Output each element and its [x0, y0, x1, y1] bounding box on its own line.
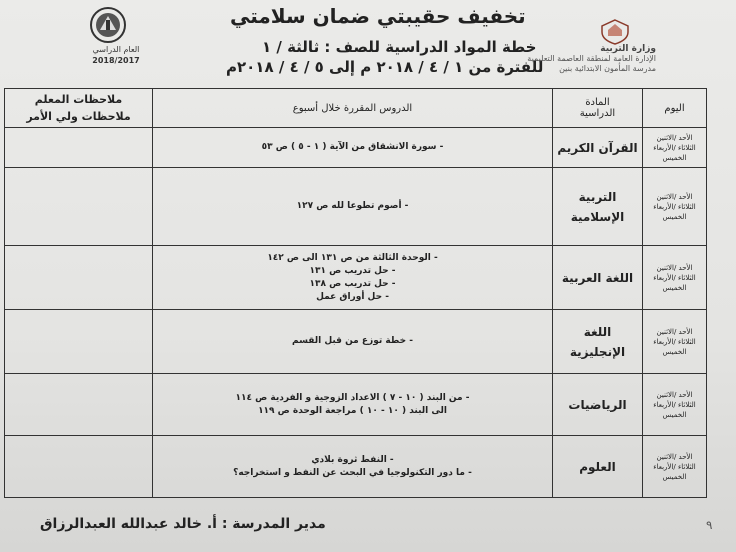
notes-cell[interactable]: [5, 246, 153, 310]
subject-cell: [553, 436, 643, 498]
day-text: الأحد /الاثنين: [656, 452, 693, 461]
lessons-cell: [153, 374, 553, 436]
academic-year-label: العام الدراسي: [92, 45, 140, 54]
day-cell: [643, 310, 707, 374]
lesson-line: - ما دور التكنولوجيا في البحث عن النفط و استخراجه؟: [233, 467, 472, 478]
day-text: الخميس: [662, 472, 687, 481]
page-number: ٩: [706, 518, 713, 532]
table-row: [5, 374, 707, 436]
subject-text: الإسلامية: [570, 209, 625, 224]
subject-text: اللغة العربية: [561, 270, 634, 285]
subject-cell: [553, 374, 643, 436]
lesson-line: - حل تدريب ص ١٣١: [309, 265, 396, 276]
lesson-line: - من البند ( ١٠ - ٧ ) الاعداد الزوجية و الفردية ص ١١٤: [235, 392, 470, 403]
notes-cell[interactable]: [5, 374, 153, 436]
table-header-row: [5, 89, 707, 128]
lessons-column-header: الدروس المقررة خلال أسبوع: [153, 89, 553, 128]
notes-cell[interactable]: [5, 310, 153, 374]
table-row: [5, 436, 707, 498]
academic-year-value: 2018/2017: [92, 56, 140, 65]
ministry-name: وزارة التربية: [600, 44, 656, 54]
day-text: الخميس: [662, 153, 687, 162]
subject-text: الإنجليزية: [569, 344, 626, 359]
lessons-cell: [153, 128, 553, 168]
day-text: الخميس: [662, 283, 687, 292]
period-line: للفترة من ١ / ٤ / ٢٠١٨ م إلى ٥ / ٤ / ٢٠١٨م: [226, 58, 544, 76]
day-cell: [643, 128, 707, 168]
study-plan-table: [4, 88, 707, 498]
school-name: مدرسة المأمون الابتدائية بنين: [559, 64, 656, 73]
lesson-line: - سورة الانشقاق من الآية ( ١ - ٥ ) ص ٥٣: [261, 142, 444, 152]
table-row: [5, 246, 707, 310]
day-text: الخميس: [662, 347, 687, 356]
day-text: الأحد /الاثنين: [656, 192, 693, 201]
subject-header-line2: الدراسية: [579, 108, 616, 119]
school-emblem-icon: [88, 6, 128, 44]
subject-text: اللغة: [583, 324, 612, 339]
day-cell: [643, 436, 707, 498]
lesson-line: - حل أوراق عمل: [316, 291, 389, 302]
ministry-logo-icon: [598, 18, 632, 46]
subject-header-line1: المادة: [585, 97, 610, 108]
lesson-line: - النفط ثروة بلادي: [311, 454, 394, 465]
day-text: الثلاثاء /الأربعاء: [653, 143, 696, 152]
day-text: الخميس: [662, 212, 687, 221]
lesson-line: الى البند ( ١٠ - ١٠ ) مراجعة الوحدة ص ١١٩: [258, 405, 447, 416]
day-cell: [643, 168, 707, 246]
slogan-heading: تخفيف حقيبتي ضمان سلامتي: [230, 4, 526, 28]
ministry-block: [516, 44, 656, 74]
lesson-line: - خطة توزع من قبل القسم: [292, 336, 413, 346]
table-row: [5, 128, 707, 168]
notes-column-header: [5, 89, 153, 128]
day-text: الأحد /الاثنين: [656, 263, 693, 272]
table-row: [5, 310, 707, 374]
subject-cell: [553, 128, 643, 168]
parent-notes-header: ملاحظات ولي الأمر: [26, 110, 131, 123]
lessons-cell: [153, 436, 553, 498]
notes-cell[interactable]: [5, 436, 153, 498]
notes-cell[interactable]: [5, 168, 153, 246]
subject-cell: [553, 246, 643, 310]
lesson-line: - أصوم تطوعا لله ص ١٢٧: [296, 201, 409, 211]
day-text: الثلاثاء /الأربعاء: [653, 462, 696, 471]
lessons-cell: [153, 168, 553, 246]
day-text: الأحد /الاثنين: [656, 390, 693, 399]
principal-signature-line: مدير المدرسة : أ. خالد عبدالله العبدالرزاق: [40, 516, 326, 532]
lessons-cell: [153, 310, 553, 374]
day-column-header: اليوم: [643, 89, 707, 128]
lesson-line: - حل تدريب ص ١٣٨: [309, 278, 396, 289]
day-text: الأحد /الاثنين: [656, 327, 693, 336]
day-text: الثلاثاء /الأربعاء: [653, 337, 696, 346]
subject-text: الرياضيات: [568, 397, 627, 412]
subject-cell: [553, 168, 643, 246]
subject-column-header: [553, 89, 643, 128]
day-text: الثلاثاء /الأربعاء: [653, 202, 696, 211]
subject-text: القرآن الكريم: [557, 140, 638, 155]
table-row: [5, 168, 707, 246]
subject-text: التربية: [578, 189, 617, 204]
day-text: الثلاثاء /الأربعاء: [653, 400, 696, 409]
subject-text: العلوم: [579, 459, 616, 474]
day-text: الأحد /الاثنين: [656, 133, 693, 142]
notes-cell[interactable]: [5, 128, 153, 168]
day-cell: [643, 246, 707, 310]
lessons-cell: [153, 246, 553, 310]
lesson-line: - الوحدة الثالثة من ص ١٣١ الى ص ١٤٢: [267, 252, 438, 263]
day-text: الخميس: [662, 410, 687, 419]
teacher-notes-header: ملاحظات المعلم: [34, 93, 123, 106]
district-name: الإدارة العامة لمنطقة العاصمة التعليمية: [527, 54, 656, 63]
academic-year-block: [86, 44, 146, 66]
plan-title: خطة المواد الدراسية للصف : ثالثة / ١: [262, 38, 537, 56]
day-text: الثلاثاء /الأربعاء: [653, 273, 696, 282]
subject-cell: [553, 310, 643, 374]
day-cell: [643, 374, 707, 436]
